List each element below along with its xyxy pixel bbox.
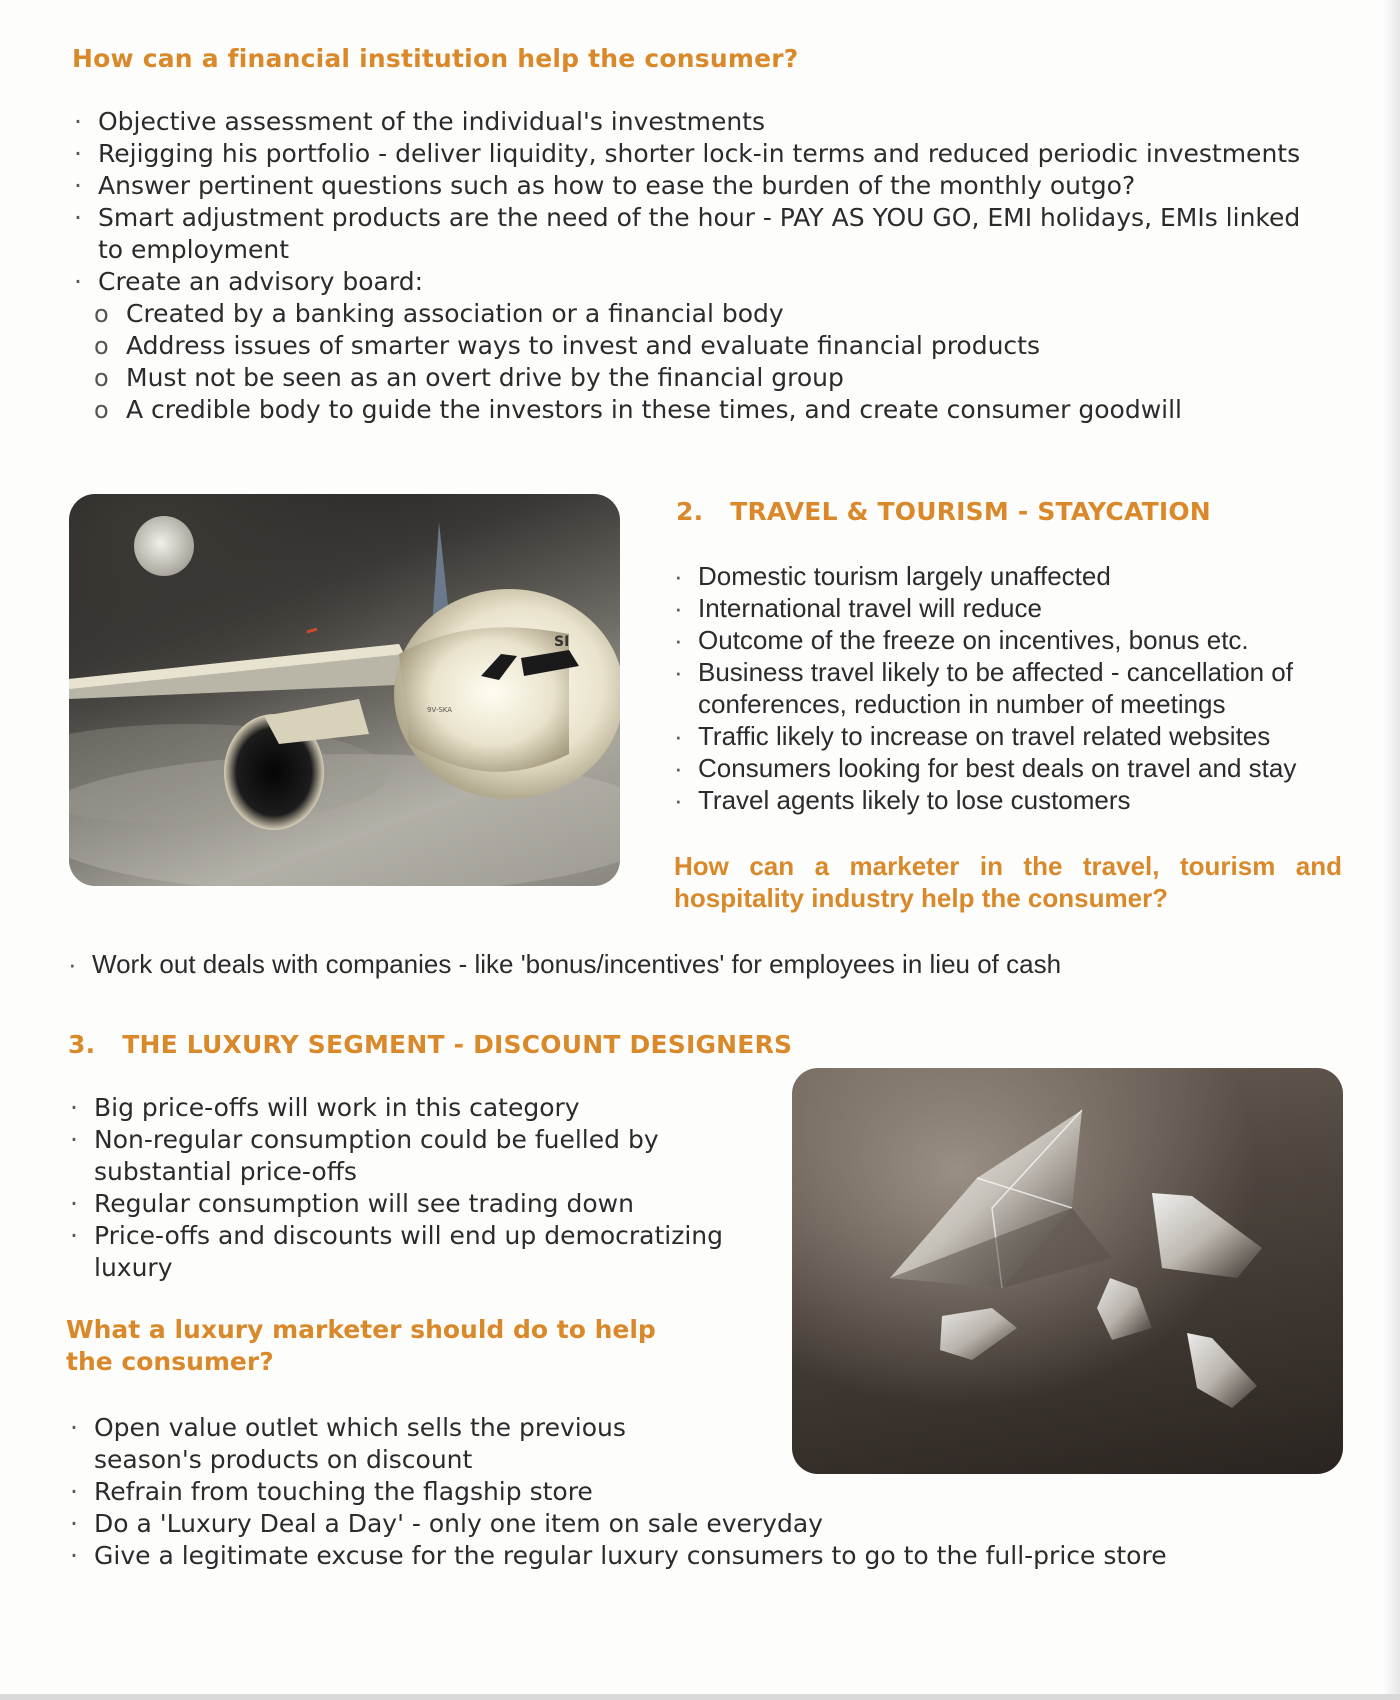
list-item: · Consumers looking for best deals on travel and stay — [670, 752, 1350, 784]
list-item: · Business travel likely to be affected - cancellation of conferences, reduction in number of meetings — [670, 656, 1350, 720]
list-item: · Rejigging his portfolio - deliver liquidity, shorter lock-in terms and reduced periodic investments — [70, 138, 1340, 170]
section-number: 3. — [68, 1030, 96, 1059]
page-edge — [1382, 0, 1400, 1700]
list-item: · Domestic tourism largely unaffected — [670, 560, 1350, 592]
list-item: · Give a legitimate excuse for the regular luxury consumers to go to the full-price store — [66, 1540, 1326, 1572]
travel-question: How can a marketer in the travel, tourism and hospitality industry help the consumer? — [674, 851, 1342, 913]
fin-sub-bullet-list — [70, 298, 1340, 426]
luxury-bullet-list — [66, 1092, 746, 1284]
svg-text:9V-SKA: 9V-SKA — [427, 706, 453, 714]
list-item: · Refrain from touching the flagship store — [66, 1476, 1326, 1508]
luxury-heading — [68, 1030, 792, 1059]
travel-bullet-list — [670, 560, 1350, 816]
travel-heading — [676, 497, 1211, 526]
diamond-icon — [1097, 1278, 1152, 1340]
diamond-icon — [1187, 1333, 1257, 1408]
luxury-question: What a luxury marketer should do to help the consumer? — [66, 1315, 656, 1376]
list-item: · Traffic likely to increase on travel related websites — [670, 720, 1350, 752]
airplane-illustration — [69, 494, 620, 886]
list-item: · International travel will reduce — [670, 592, 1350, 624]
diamonds-photo — [792, 1068, 1343, 1474]
diamonds-illustration — [792, 1068, 1343, 1474]
section-title: TRAVEL & TOURISM - STAYCATION — [730, 497, 1211, 526]
list-item: · Open value outlet which sells the previous season's products on discount — [66, 1412, 734, 1476]
list-item: · Do a 'Luxury Deal a Day' - only one item on sale everyday — [66, 1508, 1326, 1540]
airplane-photo — [69, 494, 620, 886]
list-item: · Answer pertinent questions such as how to ease the burden of the monthly outgo? — [70, 170, 1340, 202]
list-item: o A credible body to guide the investors in these times, and create consumer goodwill — [70, 394, 1340, 426]
list-item: · Smart adjustment products are the need of the hour - PAY AS YOU GO, EMI holidays, EMIs linked to employment — [70, 202, 1318, 266]
list-item: o Must not be seen as an overt drive by the financial group — [70, 362, 1340, 394]
list-item: · Travel agents likely to lose customers — [670, 784, 1350, 816]
fin-bullet-list — [70, 106, 1340, 298]
list-item: o Created by a banking association or a financial body — [70, 298, 1340, 330]
travel-answer-list — [64, 948, 1314, 980]
list-item: · Outcome of the freeze on incentives, bonus etc. — [670, 624, 1350, 656]
diamond-icon — [940, 1308, 1017, 1360]
list-item: · Objective assessment of the individual's investments — [70, 106, 1340, 138]
moon-icon — [134, 516, 194, 576]
svg-text:SI: SI — [554, 634, 570, 650]
list-item: · Big price-offs will work in this category — [66, 1092, 746, 1124]
section-number: 2. — [676, 497, 704, 526]
list-item: · Price-offs and discounts will end up democratizing luxury — [66, 1220, 754, 1284]
list-item: · Regular consumption will see trading down — [66, 1188, 746, 1220]
list-item: · Work out deals with companies - like 'bonus/incentives' for employees in lieu of cash — [64, 948, 1314, 980]
diamond-icon — [1152, 1193, 1262, 1278]
list-item: o Address issues of smarter ways to invest and evaluate financial products — [70, 330, 1340, 362]
fin-heading: How can a financial institution help the consumer? — [72, 44, 799, 73]
section-title: THE LUXURY SEGMENT - DISCOUNT DESIGNERS — [122, 1030, 793, 1059]
list-item: · Create an advisory board: — [70, 266, 1340, 298]
list-item: · Non-regular consumption could be fuelled by substantial price-offs — [66, 1124, 674, 1188]
page-bottom-edge — [0, 1694, 1400, 1700]
